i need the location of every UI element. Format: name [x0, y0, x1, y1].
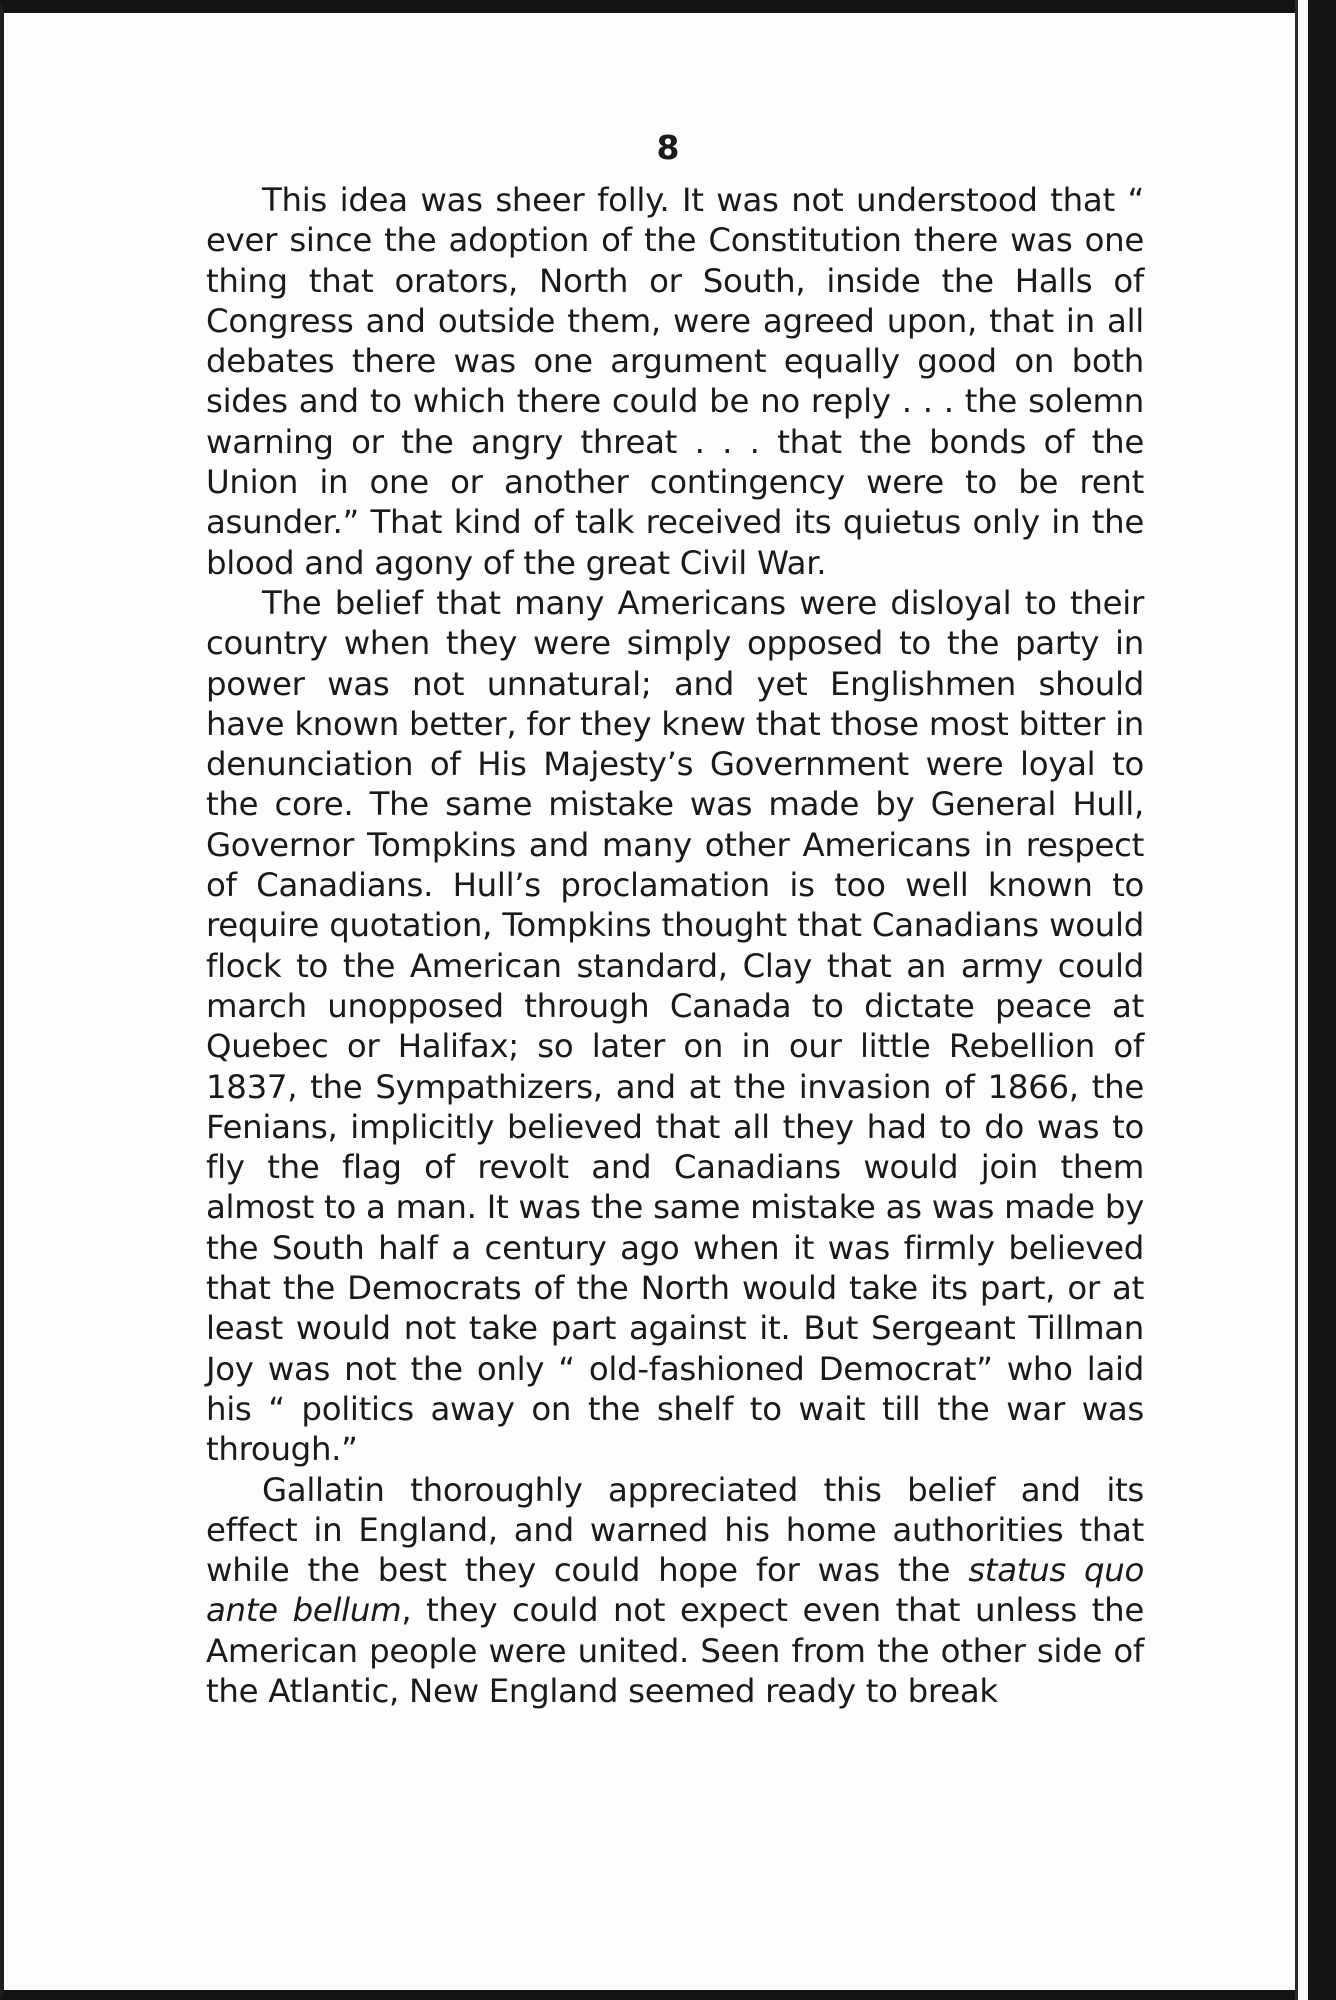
paragraph-3-text-before: Gallatin thoroughly appreciated this belief and its effect in England, and warned his home authorities that while the best they could hope for was the [206, 1470, 1144, 1590]
paragraph-3 [206, 1470, 1144, 1712]
text-body [206, 180, 1144, 1711]
page-edge-gap [1298, 0, 1308, 2000]
page-number: 8 [656, 128, 680, 167]
paragraph-3-text-after: , they could not expect even that unless the American people were united. Seen from the other side of the Atlantic, New England seemed ready to break [206, 1591, 1144, 1710]
italic-phrase: status quo ante bellum [206, 1551, 1145, 1630]
paragraph-1: This idea was sheer folly. It was not understood that “ ever since the adoption of the Constitution there was one thing that orators, North or South, inside the Halls of Congress and outside them, were agreed upon, that in all debates there was one argument equally good on both sides and to which there could be no reply . . . the solemn warning or the angry threat . . . that the bonds of the Union in one or another contingency were to be rent asunder.” That kind of talk received its quietus only in the blood and agony of the great Civil War. [206, 181, 1144, 582]
paragraph-2: The belief that many Americans were disloyal to their country when they were simply opposed to the party in power was not unnatural; and yet Englishmen should have known better, for they knew that those most bitter in denunciation of His Majesty’s Government were loyal to the core. The same mistake was made by General Hull, Governor Tompkins and many other Americans in respect of Canadians. Hull’s proclamation is too well known to require quotation, Tompkins thought that Canadians would flock to the American standard, Clay that an army could march unopposed through Canada to dictate peace at Quebec or Halifax; so later on in our little Rebellion of 1837, the Sympathizers, and at the invasion of 1866, the Fenians, implicitly believed that all they had to do was to fly the flag of revolt and Canadians would join them almost to a man. It was the same mistake as was made by the South half a century ago when it was firmly believed that the Democrats of the North would take its part, or at least would not take part against it. But Sergeant Tillman Joy was not the only “ old-fashioned Democrat” who laid his “ politics away on the shelf to wait till the war was through.” [206, 583, 1144, 1469]
scan-border-right [1308, 0, 1336, 2000]
